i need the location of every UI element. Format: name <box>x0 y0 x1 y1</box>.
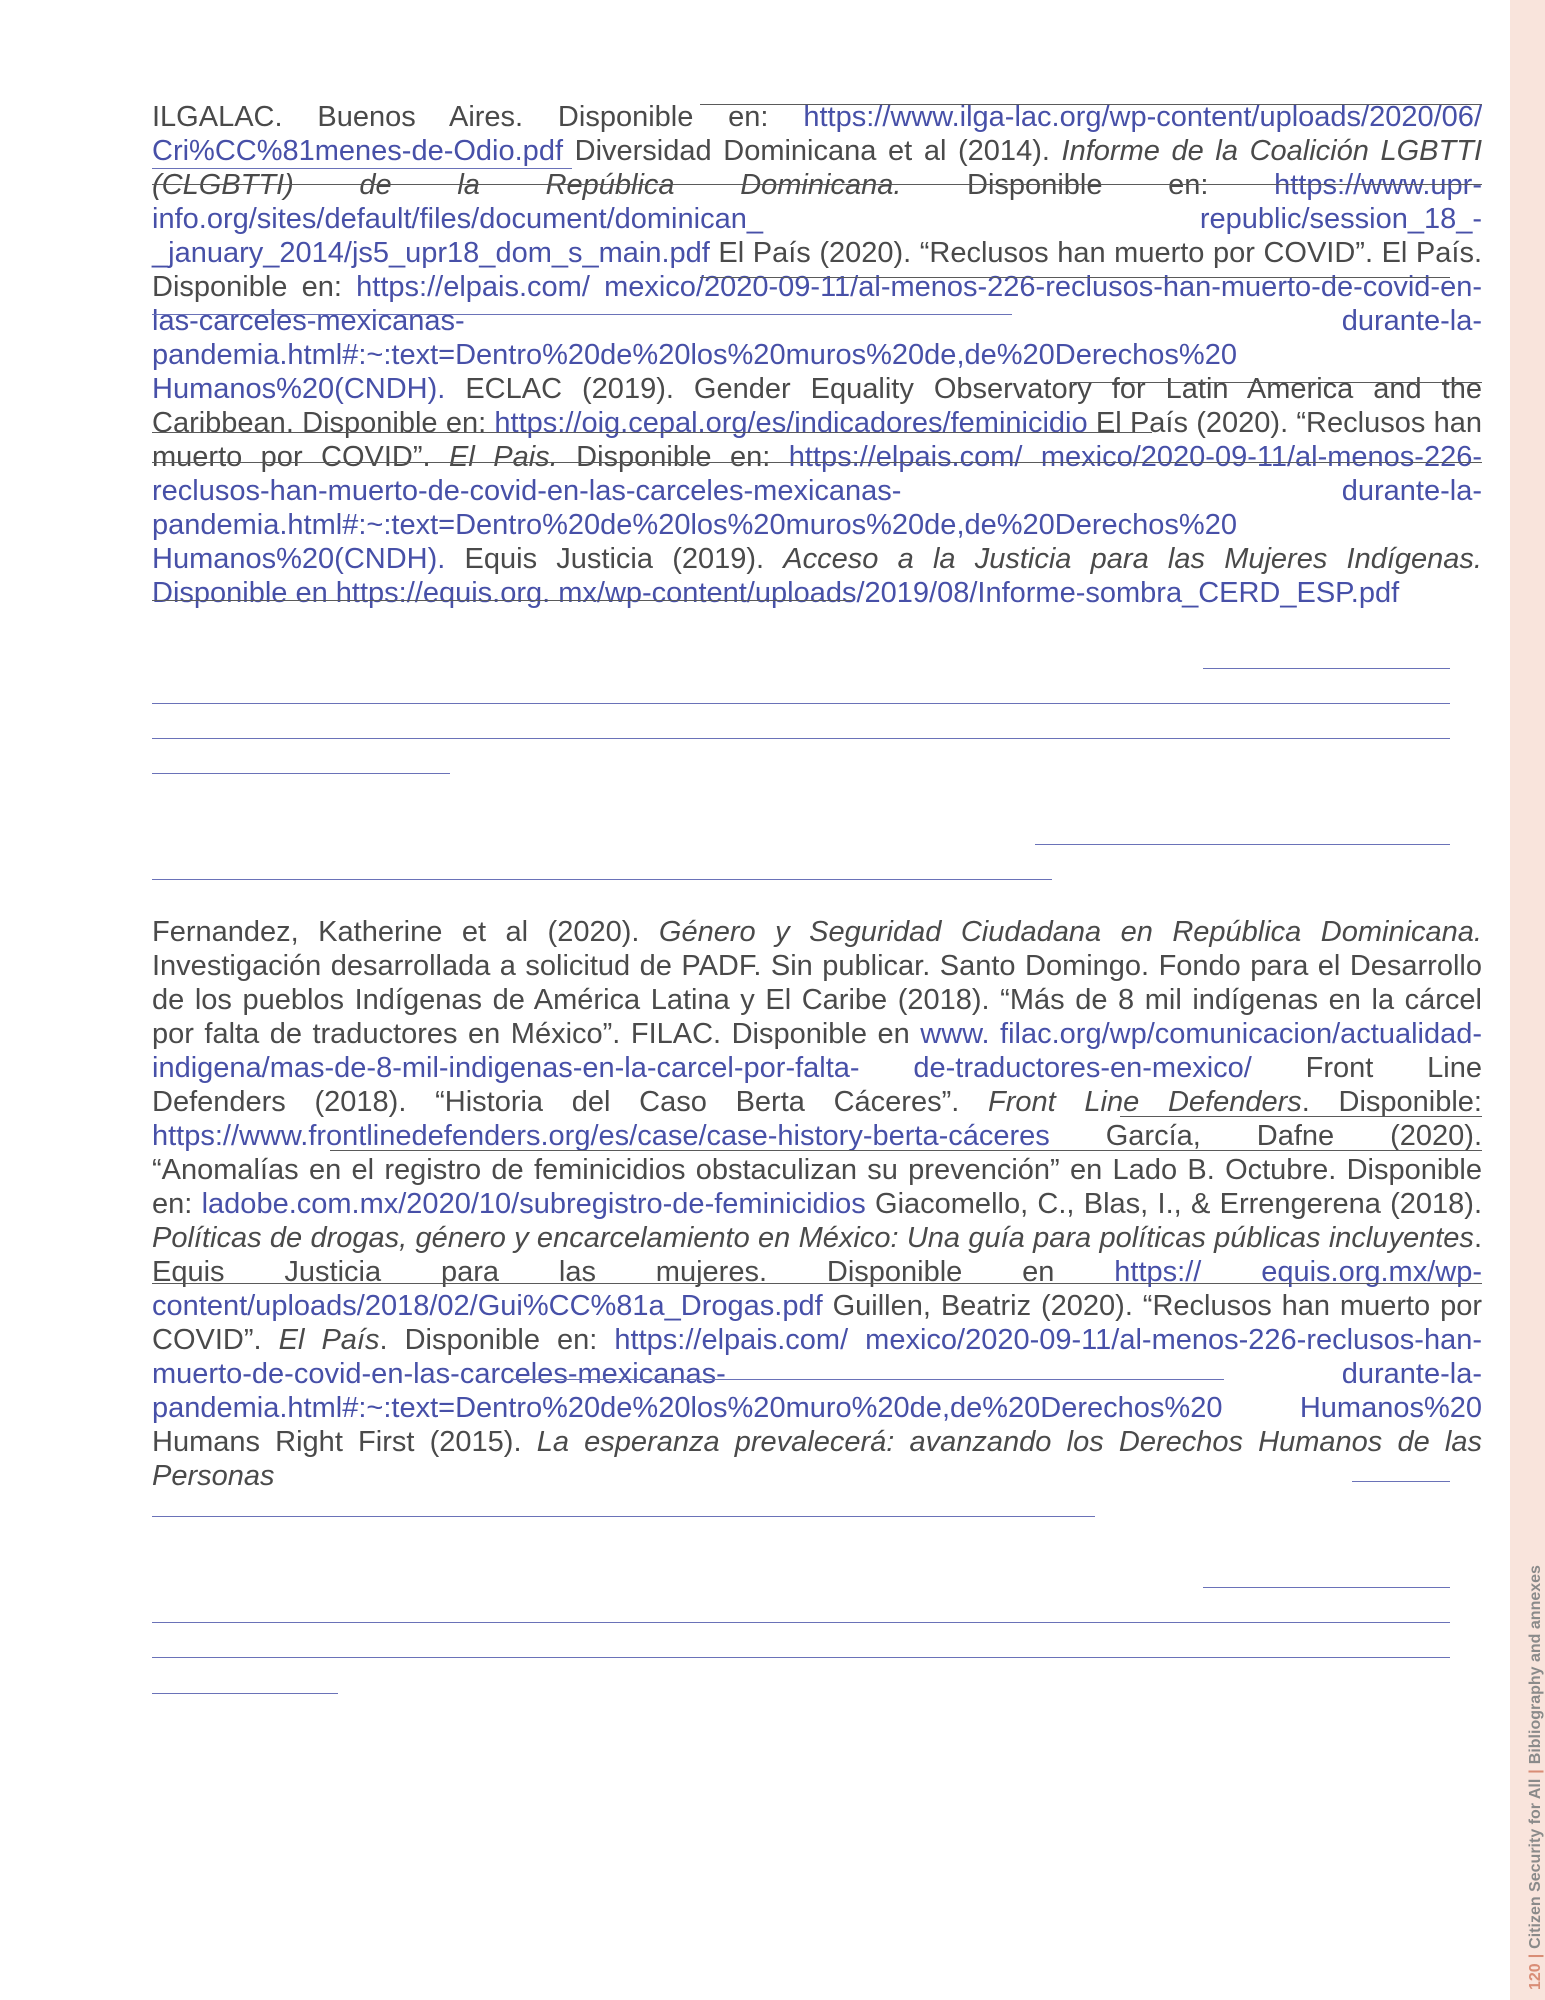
humans-reference: Humans Right First (2015). <box>152 1426 537 1458</box>
strike-line <box>1070 382 1482 383</box>
guillen-italic: El País <box>278 1324 380 1356</box>
upr-info-link[interactable]: https://www.upr-info.org/sites/default/files/document/dominican_ republic/session_18_-_january_2014/js5_upr18_dom_s_main.pdf <box>152 169 1482 269</box>
garcia-reference: García, Dafne (2020). “Anomalías en el registro de feminicidios obstaculizan su prevención” en Lado B. Octubre. Disponible en: <box>152 1120 1482 1220</box>
elpais-italic-2: El Pais. <box>449 441 558 473</box>
strike-line <box>152 462 1482 463</box>
strike-line <box>330 1150 1482 1151</box>
cepal-link[interactable]: https://oig.cepal.org/es/indicadores/feminicidio <box>494 407 1088 439</box>
frontline-link[interactable]: https://www.frontlinedefenders.org/es/case/case-history-berta-cáceres <box>152 1120 1050 1152</box>
equis-link[interactable]: Disponible en https://equis.org. mx/wp-content/uploads/2019/08/Informe-sombra_CERD_ESP.pdf <box>152 577 1400 609</box>
guillen-available: . Disponible en: <box>379 1324 615 1356</box>
fernandez-author: Fernandez, Katherine et al (2020). <box>152 916 659 948</box>
fernandez-title: Género y Seguridad Ciudadana en República Dominicana. <box>658 916 1482 948</box>
underline-rule <box>152 314 1012 315</box>
elpais-reference-2: El País (2020). “Reclusos han muerto por COVID”. <box>152 407 1482 473</box>
separator-1: | <box>1527 1953 1544 1959</box>
ladobe-link[interactable]: ladobe.com.mx/2020/10/subregistro-de-feminicidios <box>201 1188 866 1220</box>
strike-line <box>152 1283 1482 1284</box>
blank-rule <box>152 1693 338 1694</box>
strike-line <box>700 277 1450 278</box>
strike-line <box>700 104 1482 105</box>
blank-rule <box>152 773 450 774</box>
humans-title: La esperanza prevalecerá: avanzando los Derechos Humanos de las Personas <box>152 1426 1482 1492</box>
frontline-reference: Front Line Defenders (2018). “Historia del Caso Berta Cáceres”. <box>152 1052 1482 1118</box>
strike-line <box>1120 1116 1482 1117</box>
strike-line <box>152 184 1482 185</box>
running-footer <box>1527 1565 1545 1990</box>
elpais-link-3[interactable]: https://elpais.com/ mexico/2020-09-11/al-menos-226-reclusos-han-muerto-de-covid-en-las-carceles-mexicanas- durante-la-pandemia.html#:~:text=Dentro%20de%20los%20muro%20de,de%20Derechos%20 Humanos%20 <box>152 1324 1482 1424</box>
elpais-available-2: Disponible en: <box>557 441 789 473</box>
equis-reference: Equis Justicia (2019). <box>445 543 784 575</box>
fernandez-filac-reference: Investigación desarrollada a solicitud de PADF. Sin publicar. Santo Domingo. Fondo para el Desarrollo de los pueblos Indígenas de América Latina y El Caribe (2018). “Más de 8 mil indígenas en la cárcel por falta de traductores en México”. FILAC. Disponible en <box>152 950 1482 1050</box>
underline-rule <box>152 168 572 169</box>
eclac-reference: ECLAC (2019). Gender Equality Observatory for Latin America and the Caribbean. Disponible en: <box>152 373 1482 439</box>
blank-rule <box>152 1622 1450 1623</box>
strike-line <box>152 432 1152 433</box>
equis-drogas-link[interactable]: https:// equis.org.mx/wp-content/uploads/2018/02/Gui%CC%81a_Drogas.pdf <box>152 1256 1482 1322</box>
references-block-2 <box>152 915 1482 1493</box>
ilgalac-link[interactable]: https://www.ilga-lac.org/wp-content/uploads/2020/06/ Cri%CC%81menes-de-Odio.pdf <box>152 101 1482 167</box>
underline-rule <box>512 1379 1224 1380</box>
elpais-reference-1: El País (2020). “Reclusos han muerto por COVID”. El País. Disponible en: <box>152 237 1482 303</box>
frontline-italic: Front Line Defenders <box>988 1086 1302 1118</box>
page-number: 120 <box>1527 1963 1544 1990</box>
ilgalac-reference: ILGALAC. Buenos Aires. Disponible en: <box>152 101 804 133</box>
elpais-link-2[interactable]: https://elpais.com/ mexico/2020-09-11/al-menos-226-reclusos-han-muerto-de-covid-en-las-carceles-mexicanas- durante-la-pandemia.html#:~:text=Dentro%20de%20los%20muros%20de,de%20Derechos%20 Humanos%20(CNDH). <box>152 441 1482 575</box>
guillen-reference: Guillen, Beatriz (2020). “Reclusos han muerto por COVID”. <box>152 1290 1482 1356</box>
equis-title: Acceso a la Justicia para las Mujeres Indígenas. <box>783 543 1482 575</box>
giacomello-reference: Giacomello, C., Blas, I., & Errengerena (2018). <box>865 1188 1483 1220</box>
blank-rule <box>152 1657 1450 1658</box>
giacomello-title: Políticas de drogas, género y encarcelamiento en México: Una guía para políticas públicas incluyentes <box>152 1222 1474 1254</box>
diversidad-title: Informe de la Coalición LGBTTI (CLGBTTI) de la República Dominicana. <box>152 135 1482 201</box>
diversidad-author: Diversidad Dominicana et al (2014). <box>563 135 1062 167</box>
blank-rule <box>152 738 1450 739</box>
blank-rule <box>1203 668 1450 669</box>
blank-rule <box>1352 1481 1450 1482</box>
section-title: Bibliography and annexes <box>1527 1565 1544 1765</box>
publication-title: Citizen Security for All <box>1527 1778 1544 1949</box>
blank-rule <box>152 879 1052 880</box>
blank-rule <box>1035 844 1450 845</box>
separator-2: | <box>1527 1769 1544 1774</box>
filac-link[interactable]: www. filac.org/wp/comunicacion/actualidad-indigena/mas-de-8-mil-indigenas-en-la-carcel-por-falta- de-traductores-en-mexico/ <box>152 1018 1482 1084</box>
blank-rule <box>152 703 1450 704</box>
diversidad-available: Disponible en: <box>901 169 1275 201</box>
blank-rule <box>1203 1587 1450 1588</box>
references-block-1 <box>152 100 1482 610</box>
giacomello-available: . Equis Justicia para las mujeres. Disponible en <box>152 1222 1482 1288</box>
blank-rule <box>152 1516 1095 1517</box>
elpais-link-1[interactable]: https://elpais.com/ mexico/2020-09-11/al-menos-226-reclusos-han-muerto-de-covid-en-las-carceles-mexicanas- durante-la-pandemia.html#:~:text=Dentro%20de%20los%20muros%20de,de%20Derechos%20 Humanos%20(CNDH). <box>152 271 1482 405</box>
strike-line <box>152 600 852 601</box>
frontline-available: . Disponible: <box>1301 1086 1482 1118</box>
